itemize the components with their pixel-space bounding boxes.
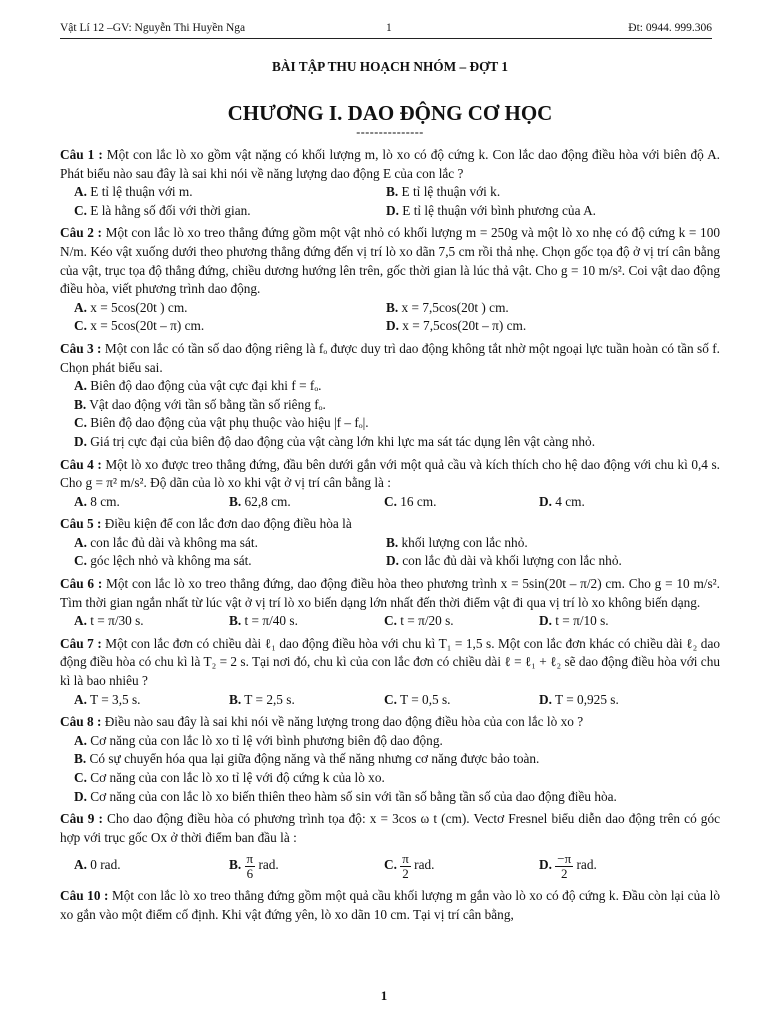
option-d [539, 612, 699, 631]
option-text: T = 2,5 s. [244, 691, 295, 707]
option-letter: C. [74, 318, 87, 334]
page-header [60, 22, 712, 39]
option-b [229, 691, 384, 710]
option-text: rad. [576, 857, 597, 873]
option-letter: C. [74, 415, 87, 431]
question-9 [60, 810, 720, 883]
option-letter: B. [386, 534, 399, 550]
option-text: Vật dao động với tần số bằng tần số riêng fₒ. [89, 396, 326, 412]
options-list [60, 377, 720, 451]
fraction [400, 852, 411, 881]
option-text: con lắc đủ dài và không ma sát. [90, 534, 258, 550]
question-label: Câu 9 : [60, 811, 103, 827]
question-3 [60, 340, 720, 452]
question-stem: Câu 5 : Điều kiện để con lắc đơn dao động điều hòa là [60, 516, 352, 532]
option-text: rad. [414, 857, 435, 873]
option-letter: C. [384, 613, 397, 629]
option-text: 8 cm. [90, 493, 120, 509]
header-author: Vật Lí 12 –GV: Nguyễn Thi Huyền Nga [60, 22, 246, 34]
option-letter: B. [74, 751, 87, 767]
fraction-denominator: 2 [402, 865, 409, 881]
option-text: T = 0,925 s. [555, 691, 619, 707]
option-b [229, 493, 384, 512]
question-2 [60, 224, 720, 336]
option-a [74, 847, 229, 883]
question-stem: Câu 9 : Cho dao động điều hòa có phương trình tọa độ: x = 3cos ω t (cm). Vectơ Fresnel biểu diễn dao động trên có góc hợp với trục gốc Ox ở thời điểm ban đầu là : [60, 811, 721, 845]
question-stem: Câu 8 : Điều nào sau đây là sai khi nói về năng lượng trong dao động điều hòa của con lắc lò xo ? [60, 714, 584, 730]
question-5 [60, 515, 720, 571]
options-row [60, 612, 720, 631]
question-stem: Câu 10 : Một con lắc lò xo treo thẳng đứng gồm một quả cầu khối lượng m gắn vào lò xo có độ cứng k. Đầu còn lại của lò xo gắn vào một điểm cố định. Khi vật đứng yên, lò xo dãn 10 cm. Tại vị trí cân bằng, [60, 888, 720, 922]
option-d [386, 552, 716, 571]
question-label: Câu 5 : [60, 516, 102, 532]
option-letter: A. [74, 378, 87, 394]
option-c [384, 612, 539, 631]
options-row [60, 847, 720, 883]
option-text: x = 5cos(20t – π) cm. [90, 318, 205, 334]
question-6 [60, 575, 720, 631]
header-page-number: 1 [386, 22, 392, 34]
fraction [555, 852, 573, 881]
option-text: 62,8 cm. [244, 493, 291, 509]
question-label: Câu 7 : [60, 635, 102, 651]
option-letter: B. [229, 613, 242, 629]
option-letter: D. [74, 433, 87, 449]
option-a [74, 612, 229, 631]
question-7 [60, 635, 720, 709]
question-8 [60, 713, 720, 806]
option-letter: C. [384, 857, 397, 873]
option-a [74, 534, 386, 553]
option-letter: C. [74, 553, 87, 569]
option-d [386, 202, 716, 221]
question-label: Câu 3 : [60, 340, 102, 356]
question-label: Câu 4 : [60, 456, 102, 472]
option-text: góc lệch nhỏ và không ma sát. [90, 553, 252, 569]
option-c [384, 493, 539, 512]
option-text: t = π/10 s. [555, 613, 609, 629]
option-a [74, 183, 386, 202]
option-text: Biên độ dao động của vật phụ thuộc vào hiệu |f – fₒ|. [90, 415, 369, 431]
option-a [74, 691, 229, 710]
option-text: E là hằng số đối với thời gian. [90, 202, 251, 218]
option-letter: A. [74, 732, 87, 748]
option-text: t = π/30 s. [90, 613, 144, 629]
fraction-denominator: 6 [246, 865, 254, 881]
fraction [245, 852, 256, 881]
question-4 [60, 456, 720, 512]
option-text: Có sự chuyển hóa qua lại giữa động năng và thế năng nhưng cơ năng được bảo toàn. [89, 751, 540, 767]
option-text: x = 5cos(20t ) cm. [90, 299, 188, 315]
option-d [539, 691, 699, 710]
title-divider: --------------- [356, 125, 424, 139]
option-b [229, 847, 384, 883]
option-letter: D. [539, 691, 552, 707]
option-letter: A. [74, 691, 87, 707]
question-stem: Câu 4 : Một lò xo được treo thẳng đứng, đầu bên dưới gắn với một quả cầu và kích thích cho hệ dao động với chu kì 0,4 s. Cho g = π² m/s². Độ dãn của lò xo khi vật ở vị trí cân bằng là : [60, 456, 720, 491]
option-letter: C. [74, 202, 87, 218]
option-text: con lắc đủ dài và khối lượng con lắc nhỏ. [402, 553, 622, 569]
option-a [74, 299, 386, 318]
option-letter: D. [539, 613, 552, 629]
option-b [386, 299, 716, 318]
question-label: Câu 2 : [60, 225, 102, 241]
option-text: Cơ năng của con lắc lò xo tỉ lệ với bình phương biên độ dao động. [90, 732, 443, 748]
option-c [74, 552, 386, 571]
option-letter: D. [539, 857, 552, 873]
option-b [386, 183, 716, 202]
option-letter: A. [74, 534, 87, 550]
option-text: E tỉ lệ thuận với m. [90, 184, 193, 200]
question-1 [60, 146, 720, 220]
option-letter: D. [74, 788, 87, 804]
option-d [386, 317, 716, 336]
assignment-title: BÀI TẬP THU HOẠCH NHÓM – ĐỢT 1 [271, 59, 509, 74]
question-stem: Câu 1 : Một con lắc lò xo gồm vật nặng có khối lượng m, lò xo có độ cứng k. Con lắc dao động điều hòa với biên độ A. Phát biểu nào sau đây là sai khi nói về năng lượng dao động E của con lắc ? [60, 147, 720, 181]
option-text: E tỉ lệ thuận với k. [401, 184, 501, 200]
option-text: T = 3,5 s. [90, 691, 141, 707]
question-stem: Câu 7 : Một con lắc đơn có chiều dài ℓ₁ dao động điều hòa với chu kì T₁ = 1,5 s. Một con lắc đơn khác có chiều dài ℓ₂ dao động điều hòa có chu kì là T₂ = 2 s. Tại nơi đó, chu kì của con lắc đơn có chiều dài ℓ = ℓ₁ + ℓ₂ sẽ dao động điều hòa với chu kì là bao nhiêu ? [60, 635, 720, 689]
option-letter: A. [74, 613, 87, 629]
option-text: 0 rad. [90, 857, 121, 873]
question-label: Câu 10 : [60, 888, 109, 904]
option-text: t = π/40 s. [244, 613, 298, 629]
option-text: Cơ năng của con lắc lò xo biến thiên theo hàm số sin với tần số bằng tần số của dao động điều hòa. [90, 788, 617, 804]
option-letter: A. [74, 299, 87, 315]
options-list [60, 732, 720, 806]
question-label: Câu 6 : [60, 576, 103, 592]
option-text: Giá trị cực đại của biên độ dao động của vật càng lớn khi lực ma sát tác dụng lên vật càng nhỏ. [90, 433, 596, 449]
option-text: t = π/20 s. [400, 613, 454, 629]
option-c [74, 317, 386, 336]
option-letter: D. [386, 202, 399, 218]
option-text: T = 0,5 s. [400, 691, 451, 707]
question-label: Câu 8 : [60, 714, 102, 730]
option-letter: C. [74, 770, 87, 785]
options-grid [60, 299, 720, 336]
question-stem: Câu 6 : Một con lắc lò xo treo thẳng đứng, dao động điều hòa theo phương trình x = 5sin(20t – π/2) cm. Cho g = 10 m/s². Tìm thời gian ngắn nhất từ lúc vật ở vị trí lò xo biến dạng lớn nhất đến thời điểm vật đi qua vị trí lò xo không biến dạng. [60, 576, 720, 610]
option-c [60, 414, 720, 433]
options-grid [60, 534, 720, 571]
option-text: x = 7,5cos(20t – π) cm. [402, 318, 527, 334]
option-d [60, 788, 720, 807]
option-letter: D. [539, 493, 552, 509]
option-letter: A. [74, 493, 87, 509]
option-d [539, 493, 699, 512]
option-d [539, 847, 699, 883]
option-letter: A. [74, 184, 87, 200]
option-c [384, 847, 539, 883]
question-stem: Câu 2 : Một con lắc lò xo treo thẳng đứng gồm một vật nhỏ có khối lượng m = 250g và một lò xo nhẹ có độ cứng k = 100 N/m. Kéo vật xuống dưới theo phương thẳng đứng đến vị trí lò xo dãn 7,5 cm rồi thả nhẹ. Chọn gốc tọa độ ở vị trí cân bằng của vật, trục tọa độ thẳng đứng, chiều dương hướng lên trên, gốc thời gian là lúc thả vật. Cho g = 10 m/s². Coi vật dao động điều hòa, viết phương trình dao động. [60, 225, 721, 297]
option-b [60, 396, 720, 415]
fraction-numerator: π [246, 850, 254, 866]
question-stem: Câu 3 : Một con lắc có tần số dao động riêng là fₒ được duy trì dao động không tắt nhờ một ngoại lực tuần hoàn có tần số f. Chọn phát biểu sai. [60, 340, 721, 375]
option-letter: D. [386, 553, 399, 569]
chapter-title: CHƯƠNG I. DAO ĐỘNG CƠ HỌC [227, 101, 553, 125]
question-list [60, 146, 720, 925]
option-text: Biên độ dao động của vật cực đại khi f = fₒ. [90, 378, 322, 394]
option-c [60, 769, 720, 788]
option-letter: B. [229, 857, 242, 873]
option-letter: B. [386, 184, 399, 200]
option-text: khối lượng con lắc nhỏ. [401, 534, 528, 550]
option-text: rad. [258, 857, 279, 873]
option-b [60, 750, 720, 769]
option-b [386, 534, 716, 553]
option-a [74, 493, 229, 512]
option-b [229, 612, 384, 631]
header-phone: Đt: 0944. 999.306 [628, 22, 712, 34]
footer-page-number: 1 [380, 988, 388, 1003]
options-row [60, 493, 720, 512]
option-letter: B. [229, 691, 242, 707]
option-a [60, 732, 720, 751]
fraction-denominator: 2 [560, 865, 568, 881]
document-body [60, 58, 720, 925]
option-c [74, 202, 386, 221]
options-row [60, 691, 720, 710]
option-text: 4 cm. [555, 493, 585, 509]
option-c [384, 691, 539, 710]
option-letter: A. [74, 857, 87, 873]
options-grid [60, 183, 720, 220]
option-text: E tỉ lệ thuận với bình phương của A. [402, 202, 596, 218]
fraction-numerator: π [402, 850, 409, 866]
question-10 [60, 887, 720, 924]
option-text: x = 7,5cos(20t ) cm. [401, 299, 509, 315]
option-text: 16 cm. [400, 493, 437, 509]
option-letter: B. [74, 396, 87, 412]
option-letter: B. [386, 299, 399, 315]
option-letter: B. [229, 493, 242, 509]
option-letter: C. [384, 493, 397, 509]
option-letter: D. [386, 318, 399, 334]
question-label: Câu 1 : [60, 147, 103, 162]
option-d [60, 433, 720, 452]
option-letter: C. [384, 691, 397, 707]
option-text: Cơ năng của con lắc lò xo tỉ lệ với độ cứng k của lò xo. [90, 770, 385, 785]
fraction-numerator: −π [557, 850, 572, 866]
option-a [60, 377, 720, 396]
